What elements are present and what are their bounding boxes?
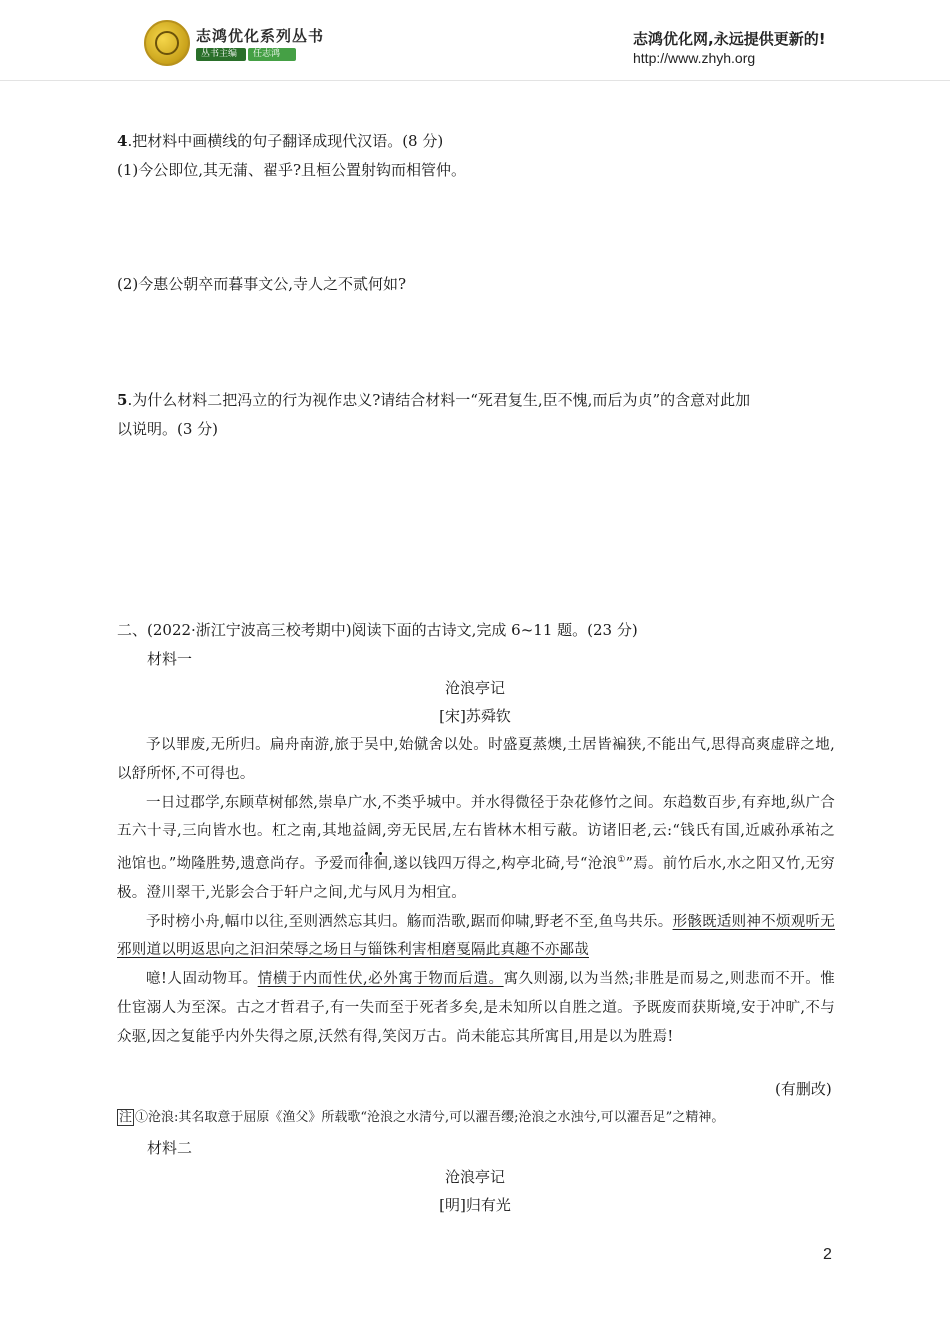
question-5-number: 5 xyxy=(117,391,128,409)
dotted-char-2: 徊 xyxy=(373,856,389,873)
question-4-text: .把材料中画横线的句子翻译成现代汉语。(8 分) xyxy=(127,132,444,150)
footnote-mark: 注 xyxy=(119,1110,133,1125)
underlined-sentence-1: 形骸既适则神不烦观听无邪则道以明返思向之汩汩荣辱之场日与锱铢利害相磨戛隔此真趣不亦鄙哉 xyxy=(117,913,836,959)
page-number: 2 xyxy=(823,1246,832,1263)
material-2-author: [明]归有光 xyxy=(439,1196,511,1214)
material-1-author: [宋]苏舜钦 xyxy=(439,707,511,725)
page-header xyxy=(0,0,950,80)
question-5-text-line1: .为什么材料二把冯立的行为视作忠义?请结合材料一“死君复生,臣不愧,而后为贞”的含意对此加 xyxy=(127,391,751,409)
material-1-title: 沧浪亭记 xyxy=(444,679,505,697)
underlined-sentence-2: 情横于内而性伏,必外寓于物而后遣。 xyxy=(257,971,504,988)
paragraph-2-part-c: ”焉。前竹后水,水之阳又竹,无穷极。澄川翠干,光影会合于轩户之间,尤与风月为相宜。 xyxy=(117,856,836,901)
material-2-label: 材料二 xyxy=(147,1139,193,1157)
source-note: (有删改) xyxy=(775,1080,832,1098)
question-4-sub2: (2)今惠公朝卒而暮事文公,寺人之不贰何如? xyxy=(117,275,407,293)
brand-subtitle xyxy=(196,48,296,61)
footnote xyxy=(117,1107,724,1129)
material-1-label: 材料一 xyxy=(147,650,193,668)
footnote-ref-1: ① xyxy=(617,855,626,866)
paragraph-1: 予以罪废,无所归。扁舟南游,旅于吴中,始僦舍以处。时盛夏蒸燠,土居皆褊狭,不能出气,思得高爽虚辟之地,以舒所怀,不可得也。 xyxy=(117,737,835,782)
brand-sub-label: 丛书主编 xyxy=(196,48,246,61)
question-5 xyxy=(117,389,750,411)
brand-sub-name: 任志鸿 xyxy=(248,48,296,61)
site-url-link[interactable]: http://www.zhyh.org xyxy=(633,50,756,66)
paragraph-4 xyxy=(117,965,835,1051)
dotted-char-1: 徘 xyxy=(358,856,374,873)
paragraph-4-part-b: 寓久则溺,以为当然;非胜是而易之,则悲而不开。惟仕宦溺人为至深。古之才哲君子,有一失而至于死者多矣,是未知所以自胜之道。予既废而获斯境,安于冲旷,不与众驱,因之复能乎内外失得之原,沃然有得,笑闵万古。尚未能忘其所寓目,用是以为胜焉! xyxy=(117,971,836,1045)
paragraph-3 xyxy=(117,908,835,966)
brand-title: 志鸿优化系列丛书 xyxy=(196,27,325,45)
paragraph-4-part-a: 噫!人固动物耳。 xyxy=(146,971,258,988)
paragraph-2 xyxy=(117,789,835,908)
paragraph-2-part-a: 一日过郡学,东顾草树郁然,崇阜广水,不类乎城中。并水得微径于杂花修竹之间。东趋数百步,有弃地,纵广合五六十寻,三向皆水也。杠之南,其地益阔,旁无民居,左右皆林木相亏蔽。访诸旧老,云:“钱氏有国,近戚孙承祐之池馆也。”坳隆胜势,遗意尚存。予爱而 xyxy=(117,794,835,873)
paragraph-2-part-b: ,遂以钱四万得之,构亭北碕,号“沧浪 xyxy=(388,856,618,873)
footnote-text: ①沧浪:其名取意于屈原《渔父》所载歌“沧浪之水清兮,可以濯吾缨;沧浪之水浊兮,可以濯吾足”之精神。 xyxy=(135,1110,725,1125)
section-2-heading: 二、(2022·浙江宁波高三校考期中)阅读下面的古诗文,完成 6~11 题。(23 分) xyxy=(117,621,638,639)
question-4 xyxy=(117,130,443,152)
question-4-number: 4 xyxy=(117,132,128,150)
paragraph-3-part-a: 予时榜小舟,幅巾以往,至则洒然忘其归。觞而浩歌,踞而仰啸,野老不至,鱼鸟共乐。 xyxy=(146,913,673,930)
material-1-body xyxy=(117,731,835,1052)
question-4-sub1: (1)今公即位,其无蒲、翟乎?且桓公置射钩而相管仲。 xyxy=(117,161,467,179)
material-2-title: 沧浪亭记 xyxy=(444,1168,505,1186)
question-5-text-line2: 以说明。(3 分) xyxy=(117,420,219,438)
header-divider xyxy=(0,80,950,81)
site-slogan: 志鸿优化网,永远提供更新的! xyxy=(633,30,826,48)
seal-icon xyxy=(144,20,190,66)
